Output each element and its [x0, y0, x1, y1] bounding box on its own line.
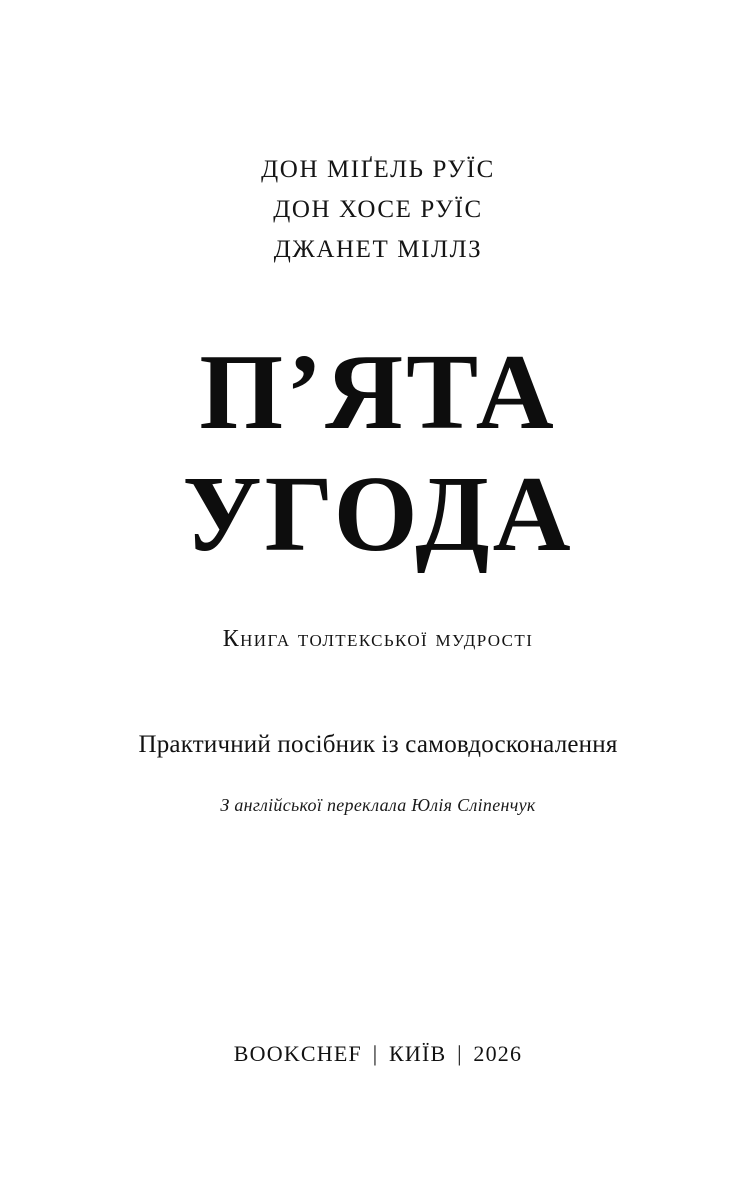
publisher-name: BOOKCHEF	[233, 1041, 362, 1066]
publication-year: 2026	[473, 1041, 523, 1066]
book-title-line-2: УГОДА	[182, 455, 574, 574]
translator-credit: З англійської переклала Юлія Сліпенчук	[220, 795, 536, 815]
imprint-separator-2: |	[457, 1041, 463, 1066]
publisher-imprint	[0, 1041, 756, 1067]
author-name-1: ДОН МІҐЕЛЬ РУЇС	[261, 156, 495, 183]
imprint-separator-1: |	[372, 1041, 379, 1066]
book-title-line-1: П’ЯТА	[199, 333, 557, 452]
book-tagline: Практичний посібник із самовдосконалення	[138, 731, 618, 758]
author-name-2: ДОН ХОСЕ РУЇС	[273, 196, 483, 223]
authors-block	[261, 150, 495, 270]
book-title	[182, 332, 573, 576]
author-name-3: ДЖАНЕТ МІЛЛЗ	[273, 236, 483, 263]
book-subtitle: Книга толтекської мудрості	[222, 626, 534, 652]
publisher-city: КИЇВ	[389, 1041, 447, 1066]
